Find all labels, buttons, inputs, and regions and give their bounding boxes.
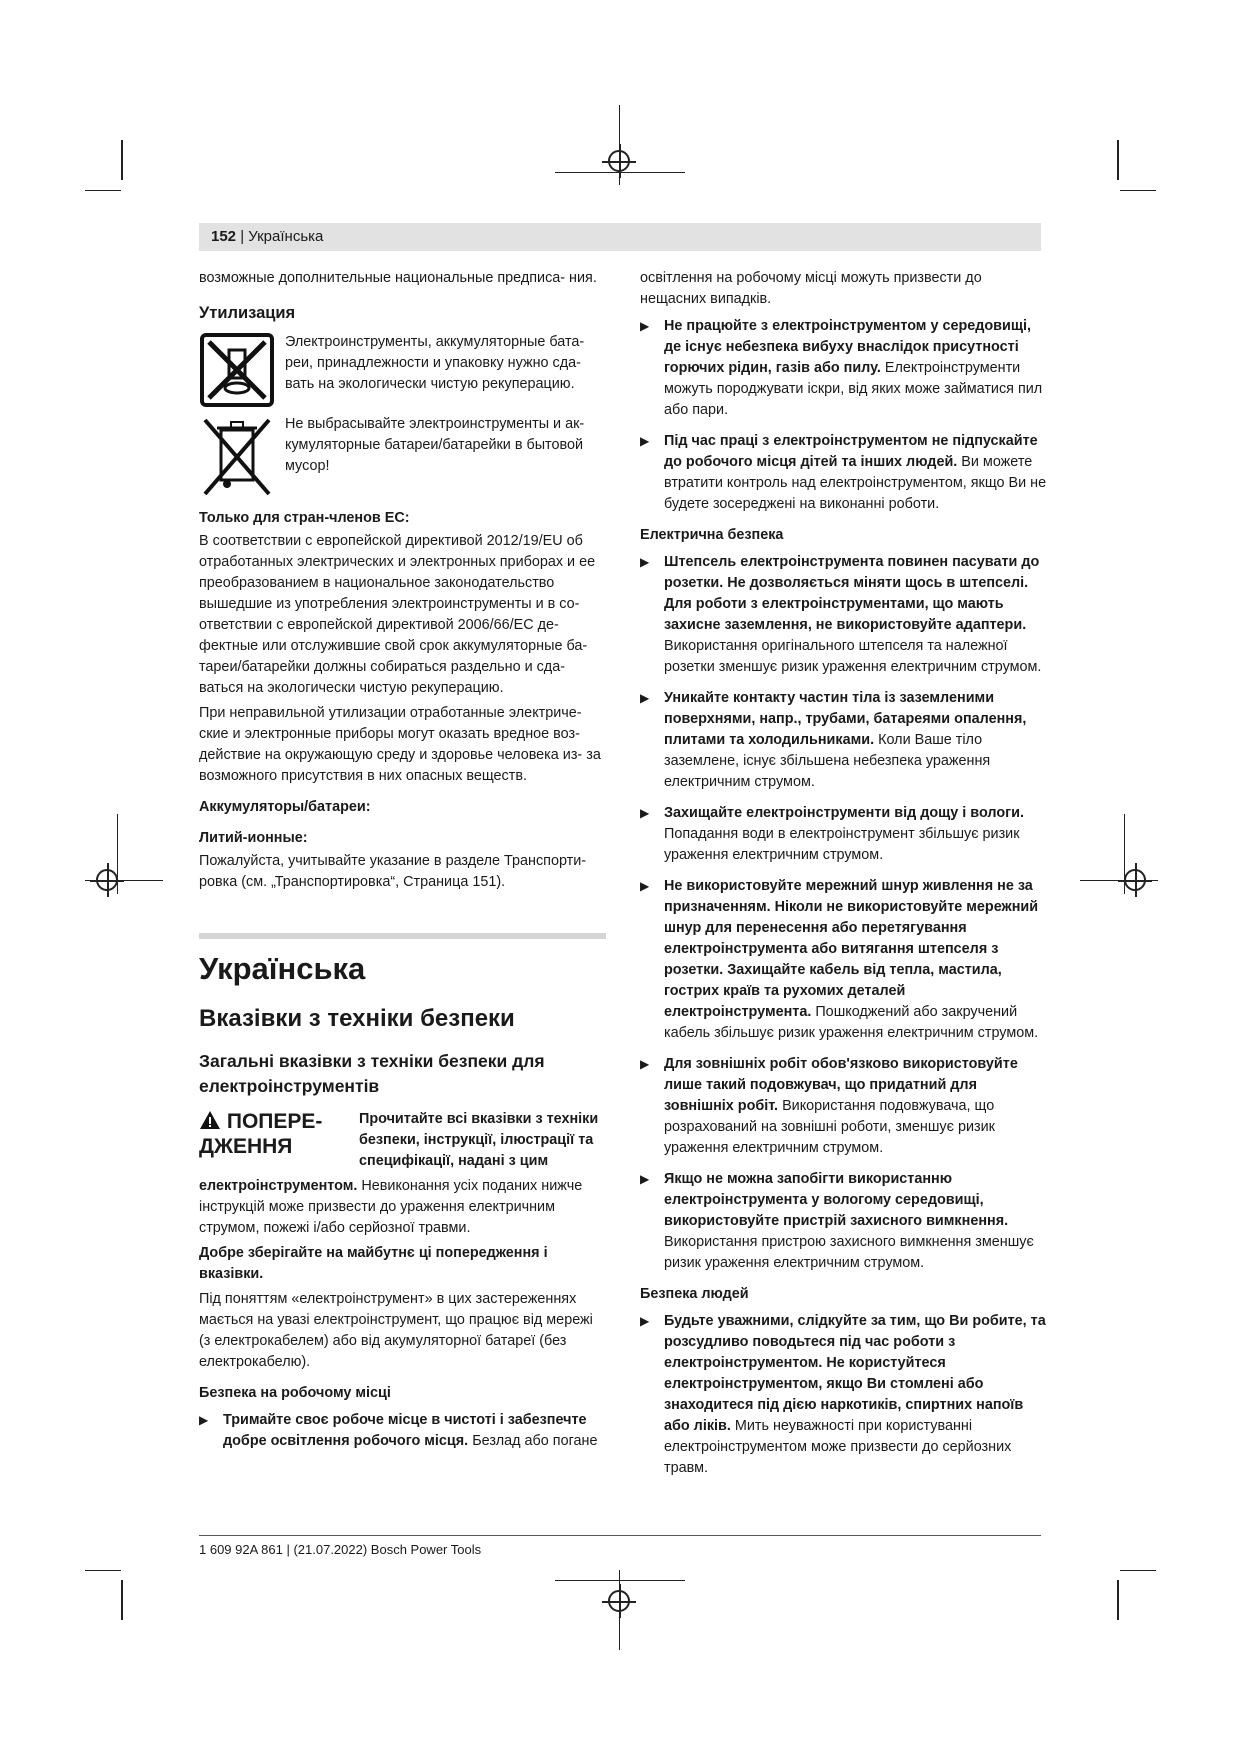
definition-text: Під поняттям «електроінструмент» в цих застереженнях мається на увазі електроінструмент, що працює від мережі (з електрокабелем) або від акумуляторної батареї (без електрокабелю).	[199, 1291, 593, 1370]
people-heading: Безпека людей	[640, 1286, 749, 1302]
warning-label-text: ПОПЕРЕ- ДЖЕННЯ	[199, 1110, 323, 1158]
disposal-text-2: Не выбрасывайте электроинструменты и ак- кумуляторные батареи/батарейки в бытовой мусор!	[285, 416, 585, 474]
bullet-text: Безлад або погане	[472, 1433, 598, 1449]
eu-text-2: При неправильной утилизации отработанные электриче- ские и электронные приборы могут оказать вредное воз- действие на окружающую среду и здоровье человека из- за возможного присутствия в них опасных веществ.	[199, 705, 601, 784]
warning-bold-2: електроінструментом.	[199, 1178, 358, 1194]
crop-mark	[1117, 140, 1119, 180]
crop-mark	[121, 140, 123, 180]
crop-mark	[1120, 190, 1156, 191]
crop-mark	[1117, 1580, 1119, 1620]
reg-line	[555, 1580, 685, 1581]
bullet-arrow-icon: ▶	[640, 319, 650, 333]
disposal-text-1: Электроинструменты, аккумуляторные бата- реи, принадлежности и упаковку нужно сда- вать на экологически чистую рекуперацию.	[285, 334, 585, 392]
registration-mark-icon	[96, 869, 118, 891]
bullet-bold: Для зовнішніх робіт обов'язково використовуйте лише такий подовжувач, що придатний для зовнішніх робіт.	[664, 1056, 1018, 1114]
crop-mark	[1120, 1570, 1156, 1571]
bullet-text: Використання оригінального штепселя та належної розетки зменшує ризик ураження електричним струмом.	[664, 638, 1042, 675]
crop-mark	[121, 1580, 123, 1620]
bullet-bold: Захищайте електроінструменти від дощу і вологи.	[664, 805, 1024, 821]
right-column	[640, 268, 1050, 1489]
bullet-arrow-icon: ▶	[640, 879, 650, 893]
page-number: 152	[211, 228, 237, 245]
crossed-bin-icon	[199, 414, 275, 490]
bullet-text: Використання подовжувача, що розрахований на зовнішні роботи, зменшує ризик ураження електричним струмом.	[664, 1098, 995, 1156]
bullet-arrow-icon: ▶	[640, 1172, 650, 1186]
registration-mark-icon	[608, 150, 630, 172]
disposal-row-2	[199, 414, 606, 490]
footer-divider	[199, 1535, 1041, 1536]
bullet-text: Коли Ваше тіло заземлене, існує збільшена небезпека ураження електричним струмом.	[664, 732, 991, 790]
crop-mark	[85, 190, 121, 191]
list-item	[640, 876, 1050, 1044]
list-item	[640, 1054, 1050, 1159]
bullet-text: Електроінструменти можуть породжувати іскри, від яких може займатися пил або пари.	[664, 360, 1043, 418]
liion-text: Пожалуйста, учитывайте указание в разделе Транспорти- ровка (см. „Транспортировка“, Страница 151).	[199, 853, 587, 890]
page-footer: 1 609 92A 861 | (21.07.2022) Bosch Power Tools	[199, 1542, 482, 1557]
liion-heading: Литий-ионные:	[199, 830, 308, 846]
list-item	[640, 1311, 1050, 1479]
list-item	[640, 552, 1050, 678]
bullet-text: Використання пристрою захисного вимкнення зменшує ризик ураження електричним струмом.	[664, 1234, 1034, 1271]
warning-triangle-icon	[199, 1110, 221, 1130]
bullet-text: Ви можете втратити контроль над електроінструментом, якщо Ви не будете зосереджені на виконанні роботи.	[664, 454, 1047, 512]
section-divider	[199, 933, 606, 939]
bullet-arrow-icon: ▶	[640, 434, 650, 448]
list-item	[640, 803, 1050, 866]
bullet-bold: Тримайте своє робоче місце в чистоті і забезпечте добре освітлення робочого місця.	[223, 1412, 587, 1449]
registration-mark-icon	[608, 1590, 630, 1612]
recycle-tools-icon	[199, 332, 275, 408]
bullet-bold: Уникайте контакту частин тіла із заземленими поверхнями, напр., трубами, батареями опалення, плитами та холодильниками.	[664, 690, 1027, 748]
bullet-bold: Будьте уважними, слідкуйте за тим, що Ви робите, та розсудливо поводьтеся під час роботи з електроінструментом. Не користуйтеся електроінструментом, якщо Ви стомлені або знаходитеся під дією наркотиків, спиртних напоїв або ліків.	[664, 1313, 1046, 1434]
disposal-row-1	[199, 332, 606, 408]
list-item	[640, 688, 1050, 793]
warning-bold-text: Прочитайте всі вказівки з техніки безпеки, інструкції, ілюстрації та специфікації, надані з цим	[359, 1111, 599, 1169]
left-column	[199, 268, 606, 1462]
language-heading: Українська	[199, 951, 366, 986]
bullet-bold: Під час праці з електроінструментом не підпускайте до робочого місця дітей та інших людей.	[664, 433, 1038, 470]
safety-heading: Вказівки з техніки безпеки	[199, 1005, 515, 1032]
crop-mark	[85, 1570, 121, 1571]
general-heading: Загальні вказівки з техніки безпеки для електроінструментів	[199, 1051, 545, 1096]
list-item	[640, 316, 1050, 421]
intro-text: возможные дополнительные национальные предписа- ния.	[199, 270, 597, 286]
list-item	[640, 1169, 1050, 1274]
battery-heading: Аккумуляторы/батареи:	[199, 799, 371, 815]
electrical-heading: Електрична безпека	[640, 527, 784, 543]
list-item	[199, 1410, 606, 1452]
header-section: Українська	[248, 228, 324, 245]
continued-text: освітлення на робочому місці можуть призвести до нещасних випадків.	[640, 270, 982, 307]
bullet-arrow-icon: ▶	[640, 806, 650, 820]
list-item	[640, 431, 1050, 515]
page-header: 152 | Українська	[199, 223, 1041, 251]
bullet-bold: Якщо не можна запобігти використанню електроінструмента у вологому середовищі, використовуйте пристрій захисного вимкнення.	[664, 1171, 1009, 1229]
registration-mark-icon	[1124, 869, 1146, 891]
keep-instructions: Добре зберігайте на майбутнє ці попередження і вказівки.	[199, 1245, 548, 1282]
eu-heading: Только для стран-членов ЕС:	[199, 510, 410, 526]
warning-label	[199, 1109, 349, 1176]
workplace-heading: Безпека на робочому місці	[199, 1385, 391, 1401]
bullet-bold: Не працюйте з електроінструментом у середовищі, де існує небезпека вибуху внаслідок присутності горючих рідин, газів або пилу.	[664, 318, 1032, 376]
bullet-arrow-icon: ▶	[640, 1314, 650, 1328]
bullet-arrow-icon: ▶	[640, 555, 650, 569]
bullet-text: Мить неуважності при користуванні електроінструментом може призвести до серйозних травм.	[664, 1418, 1012, 1476]
bullet-arrow-icon: ▶	[640, 691, 650, 705]
bullet-text: Пошкоджений або закручений кабель збільшує ризик ураження електричним струмом.	[664, 1004, 1039, 1041]
eu-text-1: В соответствии с европейской директивой 2012/19/EU об отработанных электрических и электронных приборах и ее преобразованием в национальное законодательство вышедшие из употребления электроинструменты и в со- ответствии с европейской директивой 2006/66/EC де- фектные или отслужившие свой срок аккумуляторные ба- тареи/батарейки должны собираться раздельно и сда- ваться на экологически чистую рекуперацию.	[199, 533, 596, 696]
bullet-text: Попадання води в електроінструмент збільшує ризик ураження електричним струмом.	[664, 826, 1020, 863]
bullet-arrow-icon: ▶	[640, 1057, 650, 1071]
warning-text: Невиконання усіх поданих нижче інструкцій може призвести до ураження електричним струмом, пожежі і/або серйозної травми.	[199, 1178, 583, 1236]
bullet-arrow-icon: ▶	[199, 1413, 209, 1427]
bullet-bold: Штепсель електроінструмента повинен пасувати до розетки. Не дозволяється міняти щось в штепселі. Для роботи з електроінструментами, що мають захисне заземлення, не використовуйте адаптери.	[664, 554, 1040, 633]
bullet-bold: Не використовуйте мережний шнур живлення не за призначенням. Ніколи не використовуйте мережний шнур для перенесення або перетягування електроінструмента або витягання штепселя з розетки. Захищайте кабель від тепла, мастила, гострих країв та рухомих деталей електроінструмента.	[664, 878, 1039, 1020]
disposal-heading: Утилизация	[199, 304, 296, 322]
warning-block	[199, 1109, 606, 1176]
